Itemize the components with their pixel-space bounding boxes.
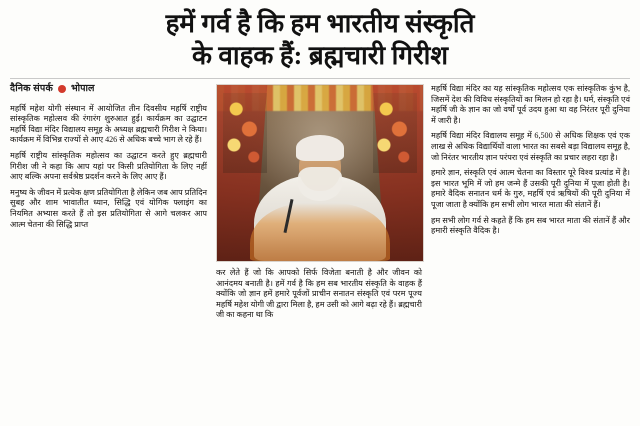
- paragraph: महर्षि राष्ट्रीय सांस्कृतिक महोत्सव का उद्घाटन करते हुए ब्रह्मचारी गिरीश जी ने कहा कि आप यहां पर किसी प्रतियोगिता के लिए नहीं आए बल्कि अपना सर्वश्रेष्ठ प्रदर्शन करने के लिए आए हैं।: [10, 150, 208, 182]
- paragraph: मनुष्य के जीवन में प्रत्येक क्षण प्रतियोगिता है लेकिन जब आप प्रतिदिन सुबह और शाम भावातीत ध्यान, सिद्धि एवं योगिक फ्लाइंग का नियमित अभ्यास करते हैं तो इस प्रतियोगिता से आगे चलकर आप आत्म चेतना की सिद्धि प्राप्त: [10, 187, 208, 229]
- red-dot-icon: [58, 85, 66, 93]
- speaker-beard: [298, 167, 342, 201]
- headline-line-1: हमें गर्व है कि हम भारतीय संस्कृति: [165, 9, 475, 38]
- headline-line-2: के वाहक हैं: ब्रह्मचारी गिरीश: [191, 41, 449, 70]
- paragraph: हम सभी लोग गर्व से कहते हैं कि हम सब भारत माता की संतानें हैं और हमारी संस्कृति वैदिक है।: [431, 215, 630, 236]
- column-middle: [216, 84, 422, 374]
- paragraph: कर लेते हैं जो कि आपको सिर्फ विजेता बनाती है और जीवन को आनंदमय बनाती है। हमें गर्व है कि हम सब भारतीय संस्कृति के वाहक हैं क्योंकि जो ज्ञान हमें हमारे पूर्वजों प्राचीन सनातन संस्कृति एवं परम पूज्य महर्षि महेश योगी जी द्वारा मिला है, हम उसी को आगे बढ़ा रहे हैं। ब्रह्मचारी जी का कहना था कि: [216, 268, 423, 320]
- page-title: [10, 6, 630, 72]
- dateline-city: भोपाल: [70, 84, 95, 94]
- paragraph: हमारे ज्ञान, संस्कृति एवं आत्म चेतना का विस्तार पूरे विश्व प्रत्यांड में है। इस भारत भूमि में जो हम जन्मे हैं उसकी पूरी दुनिया में पूजा होती है। हमारे वैदिक सनातन धर्म के गुरु, महर्षि एवं ऋषियों की पूरी दुनिया में पूजा जाता है क्योंकि हम सभी लोग भारत माता की संतानें हैं।: [431, 168, 630, 209]
- article-columns: [10, 84, 630, 374]
- speaker-shawl: [250, 203, 390, 261]
- paragraph: महर्षि महेश योगी संस्थान में आयोजित तीन दिवसीय महर्षि राष्ट्रीय सांस्कृतिक महोत्सव की रंगारंग शुरुआत हुई। कार्यक्रम का उद्घाटन महर्षि विद्या मंदिर विद्यालय समूह के अध्यक्ष ब्रह्मचारी गिरीश ने किया। कार्यक्रम में विभिन्न राज्यों से आए 426 से अधिक बच्चे भाग ले रहे हैं।: [10, 103, 208, 145]
- paragraph: महर्षि विद्या मंदिर का यह सांस्कृतिक महोत्सव एक सांस्कृतिक कुंभ है, जिसमें देश की विविध संस्कृतियों का मिलन हो रहा है। धर्म, संस्कृति एवं महर्षि जी के ज्ञान का जो वर्षों पूर्व उदय हुआ था वह निरंतर पूरी दुनिया में जारी है।: [431, 84, 630, 125]
- speaker-figure: [254, 135, 386, 261]
- byline: [10, 84, 207, 98]
- column-left: [10, 84, 207, 374]
- speaker-photo: [216, 84, 424, 262]
- paragraph: महर्षि विद्या मंदिर विद्यालय समूह में 6,500 से अधिक शिक्षक एवं एक लाख से अधिक विद्यार्थियों वाला भारत का सबसे बड़ा विद्यालय समूह है, जो निरंतर भारतीय ज्ञान परंपरा एवं संस्कृति का प्रचार लहरा रहा है।: [431, 131, 630, 162]
- column-right: [431, 84, 630, 374]
- headline-divider: [10, 78, 630, 79]
- speaker-hair: [296, 135, 344, 161]
- publication-name: दैनिक संपर्क: [10, 84, 53, 94]
